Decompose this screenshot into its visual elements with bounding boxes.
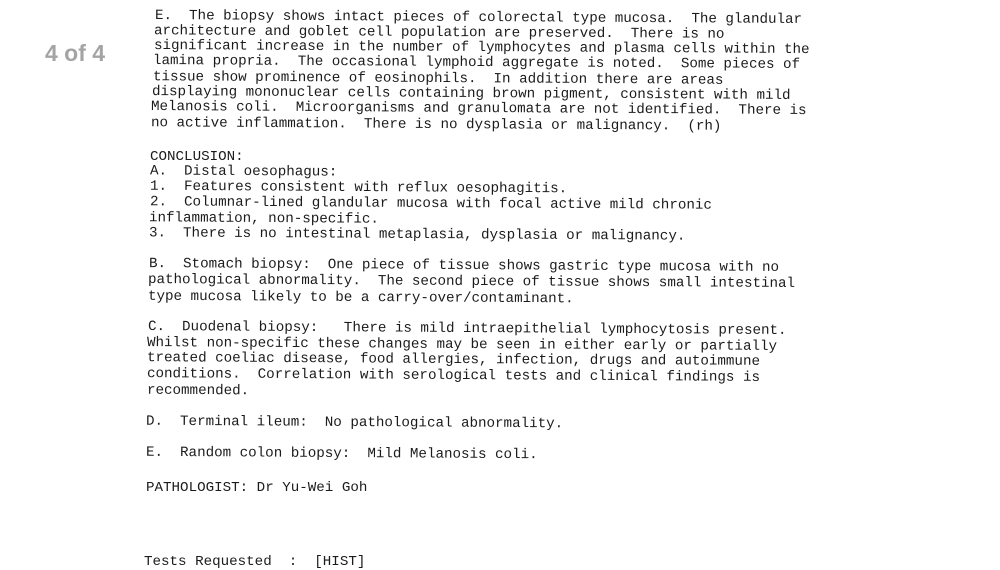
- report-line: 3. There is no intestinal metaplasia, dysplasia or malignancy.: [148, 225, 686, 245]
- report-line: Melanosis coli. Microorganisms and granulomata are not identified. There is: [150, 98, 807, 120]
- report-line: displaying mononuclear cells containing brown pigment, consistent with mild: [151, 84, 791, 104]
- report-line: E. The biopsy shows intact pieces of colorectal type mucosa. The glandular: [154, 8, 803, 28]
- page-indicator: 4 of 4: [45, 40, 106, 66]
- report-line: no active inflammation. There is no dysplasia or malignancy. (rh): [150, 115, 722, 135]
- report-line: 2. Columnar-lined glandular mucosa with focal active mild chronic: [149, 194, 712, 214]
- report-line: lamina propria. The occasional lymphoid aggregate is noted. Some pieces of: [152, 53, 801, 73]
- report-line: architecture and goblet cell population are preserved. There is no: [153, 23, 725, 43]
- tests-requested-line: Tests Requested : [HIST]: [144, 554, 366, 570]
- report-line: recommended.: [146, 382, 250, 400]
- pathologist-signature-line: PATHOLOGIST: Dr Yu-Wei Goh: [146, 480, 368, 496]
- report-line: B. Stomach biopsy: One piece of tissue shows gastric type mucosa with no: [148, 256, 780, 276]
- report-line: inflammation, non-specific.: [148, 210, 379, 228]
- report-line: 1. Features consistent with reflux oesophagitis.: [149, 178, 568, 198]
- report-line: Whilst non-specific these changes may be seen in either early or partially: [146, 335, 778, 355]
- report-line: conditions. Correlation with serological tests and clinical findings is: [146, 366, 761, 386]
- report-line: treated coeliac disease, food allergies, infection, drugs and autoimmune: [146, 350, 761, 370]
- report-line: E. Random colon biopsy: Mild Melanosis coli.: [145, 444, 538, 464]
- report-line: C. Duodenal biopsy: There is mild intraepithelial lymphocytosis present.: [147, 319, 787, 339]
- report-line: type mucosa likely to be a carry-over/contaminant.: [147, 288, 574, 308]
- report-line: D. Terminal ileum: No pathological abnormality.: [145, 413, 564, 433]
- report-line: significant increase in the number of lymphocytes and plasma cells within the: [153, 37, 810, 59]
- report-line: pathological abnormality. The second piece of tissue shows small intestinal: [147, 272, 796, 292]
- report-line: A. Distal oesophagus:: [149, 163, 338, 181]
- report-line: tissue show prominence of eosinophils. In addition there are areas: [152, 69, 724, 89]
- conclusion-heading: CONCLUSION:: [150, 149, 244, 165]
